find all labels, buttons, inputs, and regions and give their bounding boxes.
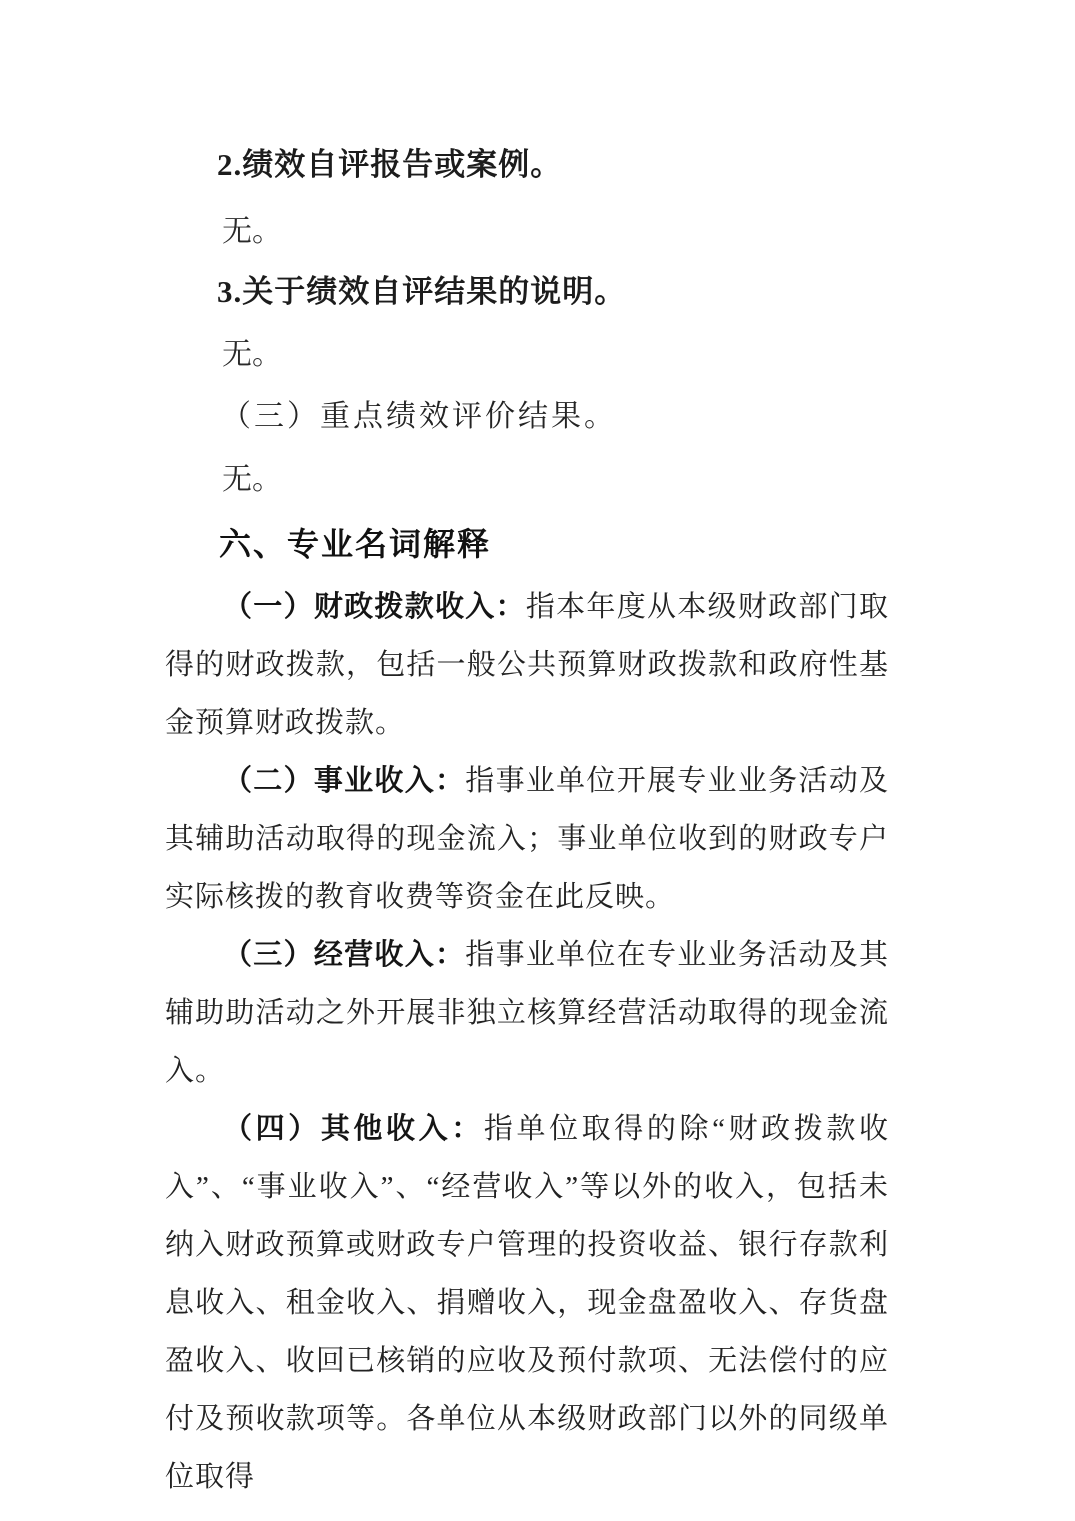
definition-term: （一）财政拨款收入：: [223, 591, 526, 623]
definition-para-other-income: [165, 1100, 889, 1506]
definition-text: 指单位取得的除“财政拨款收入”、“事业收入”、“经营收入”等以外的收入，包括未纳入财政预算或财政专户管理的投资收益、银行存款利息收入、租金收入、捐赠收入，现金盘盈收入、存货盘盈收入、收回已核销的应收及预付款项、无法偿付的应付及预收款项等。各单位从本级财政部门以外的同级单位取得: [165, 1113, 889, 1493]
none-text-after-report: 无。: [222, 215, 282, 248]
definition-term: （三）经营收入：: [223, 939, 466, 971]
definition-para-operating-income-public: [165, 752, 889, 926]
definition-text: 指事业单位开展专业业务活动及其辅助活动取得的现金流入；事业单位收到的财政专户实际核拨的教育收费等资金在此反映。: [165, 765, 889, 913]
heading-self-eval-explanation: 3.关于绩效自评结果的说明。: [217, 274, 627, 309]
document-content: [165, 148, 889, 1506]
none-text-after-key-evaluation: 无。: [222, 463, 282, 496]
sub-heading-key-performance-evaluation: （三）重点绩效评价结果。: [221, 400, 617, 433]
definition-text: 指事业单位在专业业务活动及其辅助助活动之外开展非独立核算经营活动取得的现金流入。: [165, 939, 889, 1087]
section-heading-terminology: 六、专业名词解释: [219, 526, 492, 562]
definition-para-business-income: [165, 926, 889, 1100]
definition-term: （二）事业收入：: [223, 765, 466, 797]
definition-para-fiscal-appropriation-income: [165, 578, 889, 752]
definition-text: 指本年度从本级财政部门取得的财政拨款，包括一般公共预算财政拨款和政府性基金预算财政拨款。: [165, 591, 889, 739]
none-text-after-explanation: 无。: [222, 338, 282, 371]
definition-term: （四）其他收入：: [223, 1113, 484, 1145]
heading-self-eval-report: 2.绩效自评报告或案例。: [217, 147, 563, 182]
